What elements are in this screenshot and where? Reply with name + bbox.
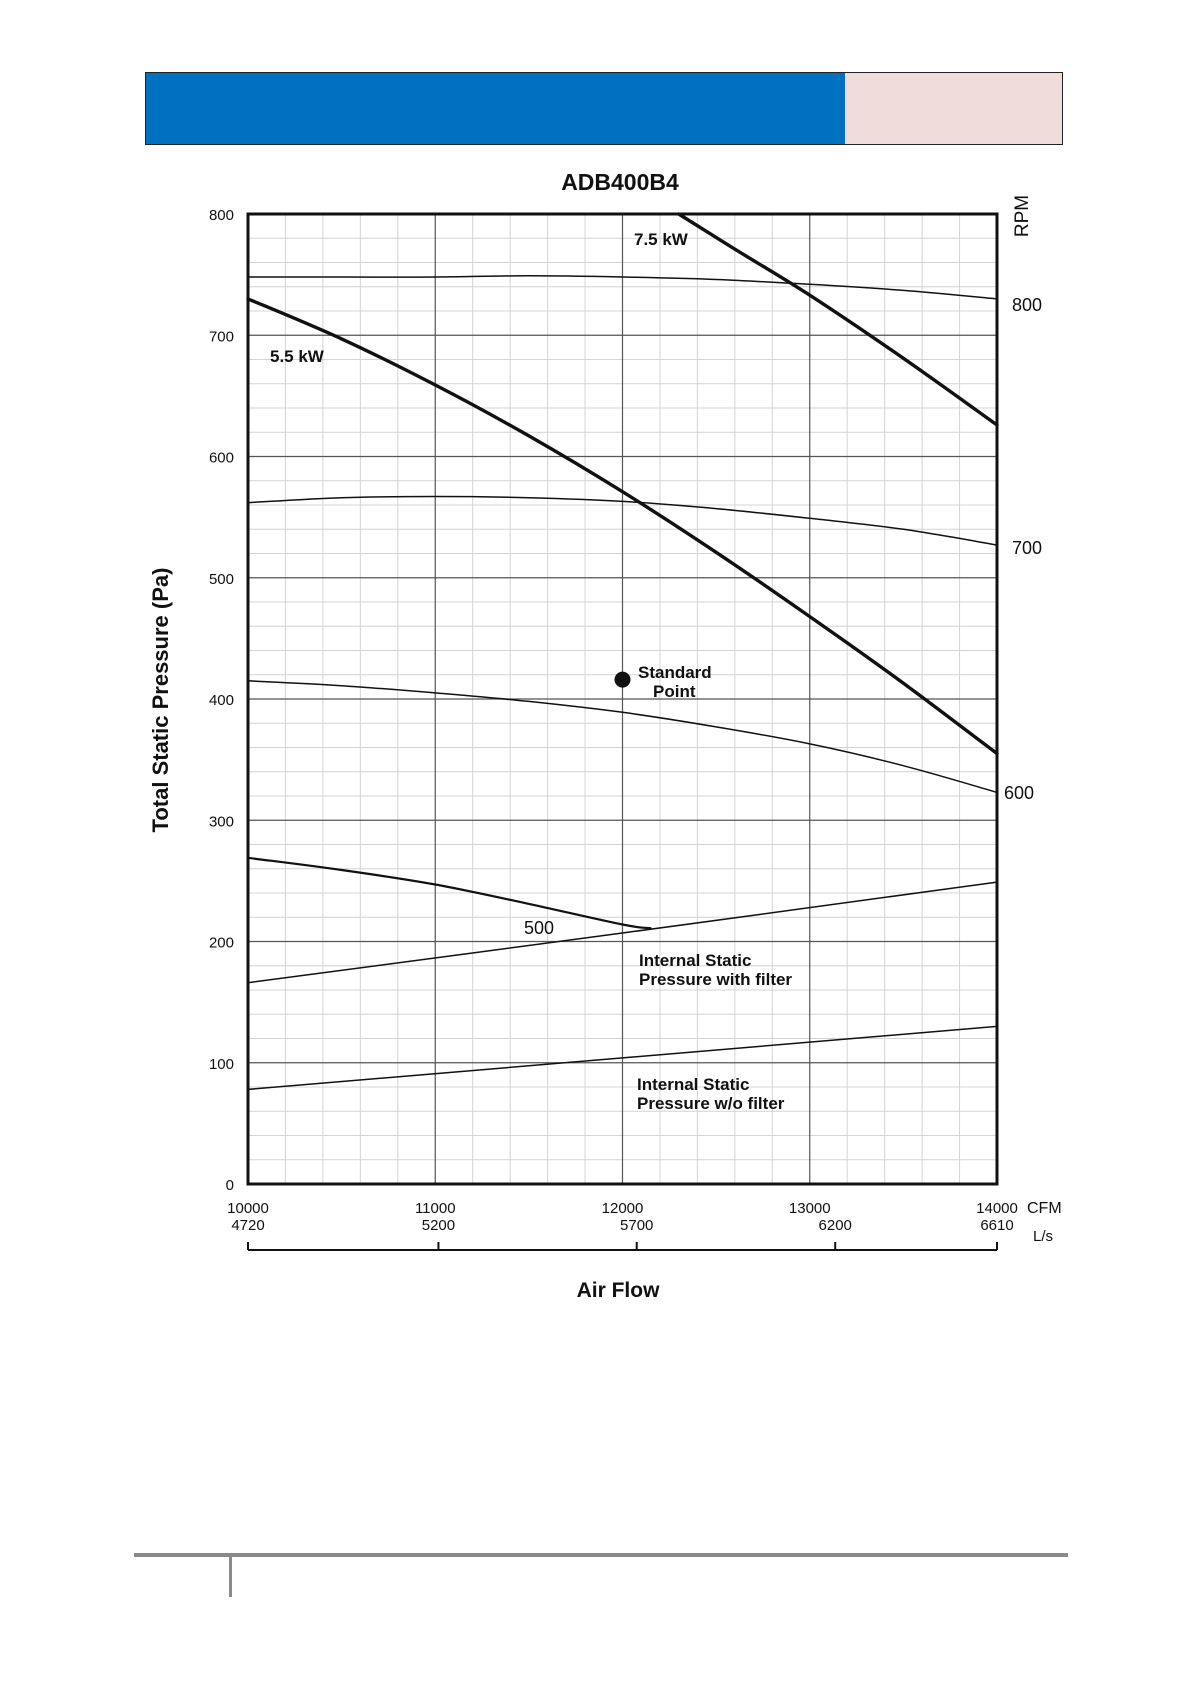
rpm-axis-label: RPM bbox=[1012, 194, 1033, 238]
x-tick-label-ls: 6200 bbox=[818, 1217, 852, 1234]
y-tick-label: 0 bbox=[225, 1177, 234, 1194]
x-tick-label-ls: 6610 bbox=[980, 1217, 1014, 1234]
y-axis-label: Total Static Pressure (Pa) bbox=[148, 567, 173, 833]
isp-filter-label-line2: Pressure with filter bbox=[639, 970, 793, 989]
x-tick-label-cfm: 11000 bbox=[414, 1200, 456, 1217]
footer-divider bbox=[229, 1553, 232, 1597]
y-tick-label: 100 bbox=[208, 1055, 234, 1073]
x-tick-label-cfm: 14000 bbox=[976, 1200, 1018, 1217]
standard-point-label-line1: Standard bbox=[638, 663, 712, 682]
isp-nofilter-label-line1: Internal Static bbox=[637, 1075, 750, 1094]
tick-layer bbox=[209, 207, 1018, 1250]
x-tick-label-cfm: 13000 bbox=[788, 1200, 831, 1217]
isp-nofilter-label-line2: Pressure w/o filter bbox=[637, 1094, 785, 1113]
ls-unit-label: L/s bbox=[1033, 1228, 1054, 1245]
x-tick-label-cfm: 12000 bbox=[601, 1200, 644, 1217]
y-tick-label: 700 bbox=[208, 328, 234, 346]
rpm-label-600: 600 bbox=[1004, 783, 1035, 803]
isp-filter-label-line1: Internal Static bbox=[639, 951, 752, 970]
standard-point-marker bbox=[615, 672, 631, 688]
power-label-5-5kw: 5.5 kW bbox=[270, 347, 324, 366]
rpm-label-800: 800 bbox=[1012, 295, 1043, 315]
y-tick-label: 600 bbox=[208, 449, 234, 467]
rpm-label-700: 700 bbox=[1012, 538, 1043, 558]
y-tick-label: 200 bbox=[208, 934, 234, 952]
x-tick-label-ls: 5200 bbox=[421, 1217, 456, 1234]
footer-rule bbox=[134, 1553, 1068, 1557]
x-tick-label-ls: 4720 bbox=[231, 1217, 265, 1234]
x-tick-label-ls: 5700 bbox=[620, 1217, 654, 1234]
power-label-7-5kw: 7.5 kW bbox=[634, 230, 688, 249]
y-tick-label: 300 bbox=[208, 813, 234, 831]
cfm-unit-label: CFM bbox=[1027, 1200, 1062, 1217]
rpm-label-500: 500 bbox=[524, 918, 555, 938]
x-axis-label: Air Flow bbox=[576, 1279, 660, 1302]
series-power-7-5-kw bbox=[679, 214, 997, 425]
y-tick-label: 400 bbox=[208, 692, 234, 709]
x-tick-label-cfm: 10000 bbox=[227, 1200, 269, 1217]
y-tick-label: 500 bbox=[208, 570, 234, 588]
chart-title: ADB400B4 bbox=[561, 169, 679, 195]
y-tick-label: 800 bbox=[208, 207, 234, 224]
standard-point-label-line2: Point bbox=[653, 682, 696, 701]
